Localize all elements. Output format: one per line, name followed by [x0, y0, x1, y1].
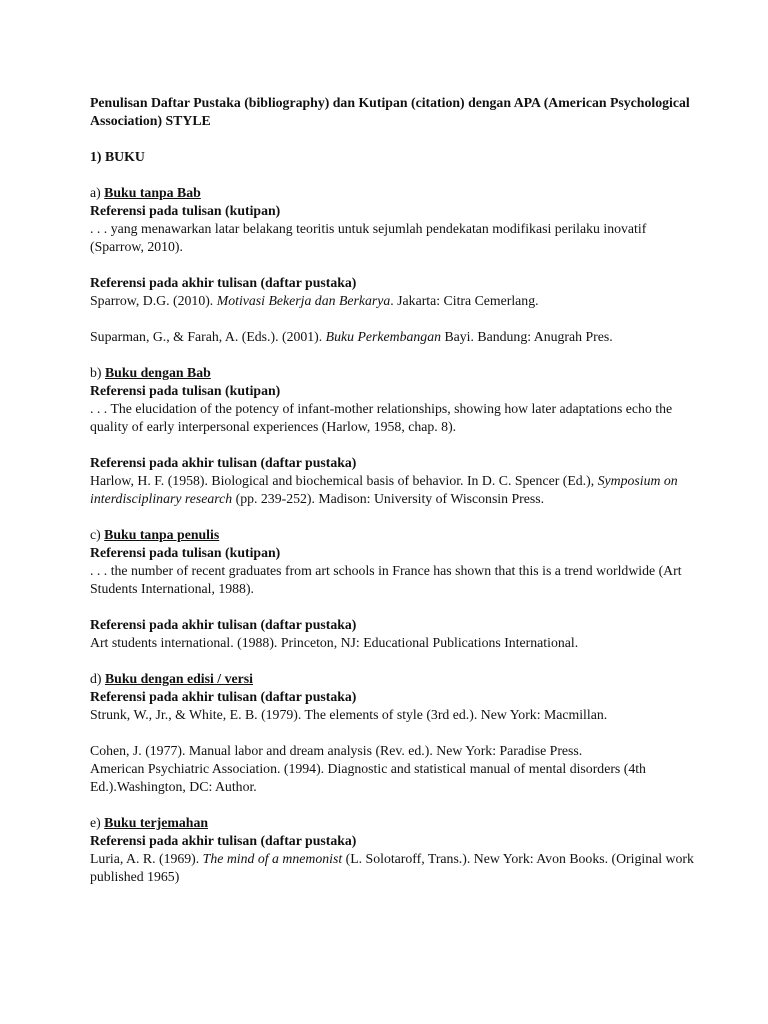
- reference-entry: Suparman, G., & Farah, A. (Eds.). (2001). Buku Perkembangan Bayi. Bandung: Anugrah Pres.: [90, 329, 613, 344]
- label-kutipan: Referensi pada tulisan (kutipan): [90, 203, 281, 218]
- label-daftar-pustaka: Referensi pada akhir tulisan (daftar pustaka): [90, 455, 357, 470]
- citation-text: . . . The elucidation of the potency of infant-mother relationships, showing how later adaptations echo the quality of early interpersonal experiences (Harlow, 1958, chap. 8).: [90, 401, 673, 434]
- reference-entry: Luria, A. R. (1969). The mind of a mnemonist (L. Solotaroff, Trans.). New York: Avon Books. (Original work published 1965): [90, 851, 694, 884]
- reference-entry: Art students international. (1988). Princeton, NJ: Educational Publications International.: [90, 635, 579, 650]
- reference-entry: Cohen, J. (1977). Manual labor and dream analysis (Rev. ed.). New York: Paradise Press.: [90, 743, 583, 758]
- subsection-title: Buku dengan Bab: [104, 365, 211, 380]
- subsection-heading-d: [90, 670, 700, 688]
- subsection-title: Buku tanpa penulis: [104, 527, 220, 542]
- reference-entry: Strunk, W., Jr., & White, E. B. (1979). The elements of style (3rd ed.). New York: Macmillan.: [90, 707, 608, 722]
- subsection-heading-c: [90, 526, 700, 544]
- subsection-heading-a: [90, 184, 700, 202]
- label-kutipan: Referensi pada tulisan (kutipan): [90, 383, 281, 398]
- citation-text: . . . yang menawarkan latar belakang teoritis untuk sejumlah pendekatan modifikasi perilaku inovatif (Sparrow, 2010).: [90, 221, 647, 254]
- subsection-title: Buku terjemahan: [104, 815, 209, 830]
- subsection-title: Buku dengan edisi / versi: [104, 671, 253, 686]
- subsection-title: Buku tanpa Bab: [104, 185, 201, 200]
- label-daftar-pustaka: Referensi pada akhir tulisan (daftar pustaka): [90, 275, 357, 290]
- subsection-letter: a): [90, 185, 105, 200]
- subsection-heading-e: [90, 814, 700, 832]
- reference-entry: American Psychiatric Association. (1994). Diagnostic and statistical manual of mental disorders (4th Ed.).Washington, DC: Author.: [90, 761, 646, 794]
- subsection-letter: e): [90, 815, 105, 830]
- subsection-letter: d): [90, 671, 105, 686]
- label-daftar-pustaka: Referensi pada akhir tulisan (daftar pustaka): [90, 833, 357, 848]
- label-daftar-pustaka: Referensi pada akhir tulisan (daftar pustaka): [90, 617, 357, 632]
- subsection-letter: b): [90, 365, 105, 380]
- label-kutipan: Referensi pada tulisan (kutipan): [90, 545, 281, 560]
- subsection-heading-b: [90, 364, 700, 382]
- reference-entry: Harlow, H. F. (1958). Biological and biochemical basis of behavior. In D. C. Spencer (Ed.), Symposium on interdisciplinary research (pp. 239-252). Madison: University of Wisconsin Press.: [90, 473, 678, 506]
- section-heading-buku: 1) BUKU: [90, 149, 145, 164]
- document-title: Penulisan Daftar Pustaka (bibliography) dan Kutipan (citation) dengan APA (American Psychological Association) STYLE: [90, 95, 690, 128]
- subsection-letter: c): [90, 527, 105, 542]
- document-page: [90, 94, 700, 886]
- reference-entry: Sparrow, D.G. (2010). Motivasi Bekerja dan Berkarya. Jakarta: Citra Cemerlang.: [90, 293, 539, 308]
- citation-text: . . . the number of recent graduates from art schools in France has shown that this is a trend worldwide (Art Students International, 1988).: [90, 563, 682, 596]
- label-daftar-pustaka: Referensi pada akhir tulisan (daftar pustaka): [90, 689, 357, 704]
